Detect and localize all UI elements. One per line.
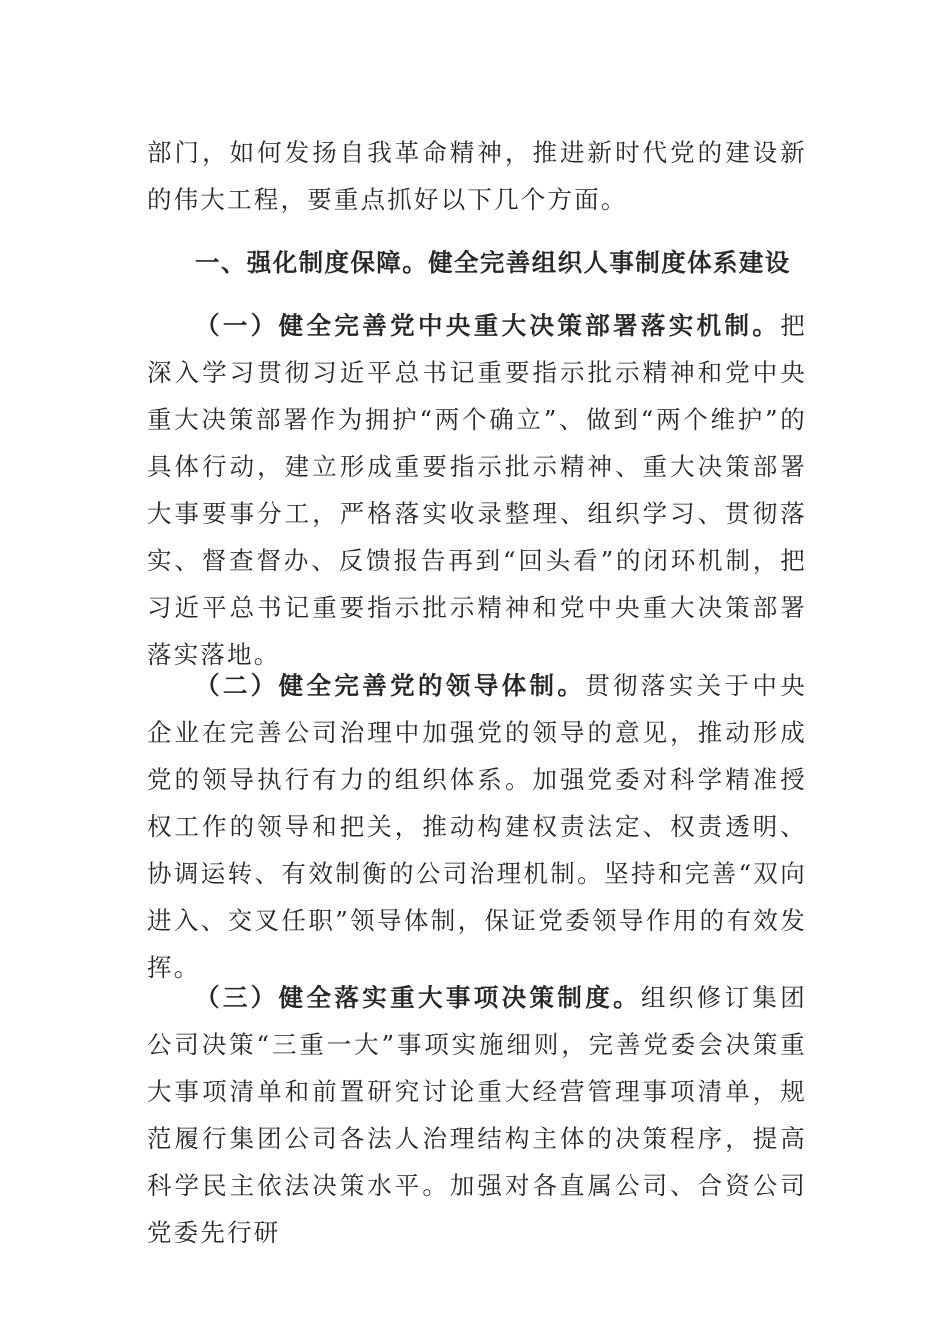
item-paragraph-2 [147,662,807,991]
item-paragraph-3 [147,974,807,1256]
item-body-1: 把深入学习贯彻习近平总书记重要指示批示精神和党中央重大决策部署作为拥护“两个确立”、做到“两个维护”的具体行动，建立形成重要指示批示精神、重大决策部署大事要事分工，严格落实收录整理、组织学习、贯彻落实、督查督办、反馈报告再到“回头看”的闭环机制，把习近平总书记重要指示批示精神和党中央重大决策部署落实落地。 [147,311,807,669]
section-heading: 一、强化制度保障。健全完善组织人事制度体系建设 [195,248,791,277]
intro-paragraph [147,129,807,223]
item-body-2: 贯彻落实关于中央企业在完善公司治理中加强党的领导的意见，推动形成党的领导执行有力的组织体系。加强党委对科学精准授权工作的领导和把关，推动构建权责法定、权责透明、协调运转、有效制衡的公司治理机制。坚持和完善“双向进入、交叉任职”领导体制，保证党委领导作用的有效发挥。 [147,671,807,982]
item-paragraph-1 [147,302,807,678]
item-title-3: （三）健全落实重大事项决策制度。 [195,983,641,1012]
item-title-2: （二）健全完善党的领导体制。 [195,671,586,700]
intro-text: 部门，如何发扬自我革命精神，推进新时代党的建设新的伟大工程，要重点抓好以下几个方面。 [147,138,807,214]
item-title-1: （一）健全完善党中央重大决策部署落实机制。 [195,311,781,340]
item-body-3: 组织修订集团公司决策“三重一大”事项实施细则，完善党委会决策重大事项清单和前置研究讨论重大经营管理事项清单，规范履行集团公司各法人治理结构主体的决策程序，提高科学民主依法决策水平。加强对各直属公司、合资公司党委先行研 [147,983,807,1247]
